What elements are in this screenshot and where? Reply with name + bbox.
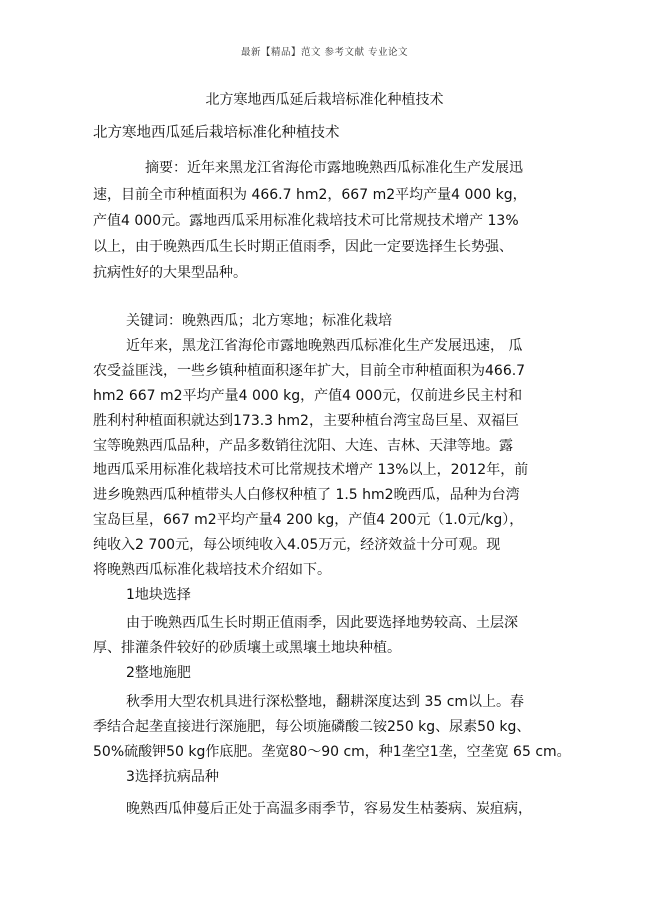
section-heading-1: 1地块选择 [126,587,191,603]
body-line-10: 将晚熟西瓜标准化栽培技术介绍如下。 [93,562,331,578]
abstract-line-1: 摘要：近年来黑龙江省海伦市露地晚熟西瓜标准化生产发展迅 [145,160,523,176]
body-line-6: 地西瓜采用标准化栽培技术可比常规技术增产 13%以上，2012年，前 [93,462,529,478]
section-3-line-1: 晚熟西瓜伸蔓后正处于高温多雨季节，容易发生枯萎病、炭疽病， [126,801,532,817]
abstract-line-4: 以上，由于晚熟西瓜生长时期正值雨季，因此一定要选择生长势强、 [93,239,513,255]
keywords-line: 关键词：晚熟西瓜；北方寒地；标准化栽培 [126,313,392,329]
page-header: 最新【精品】范文 参考文献 专业论文 [240,47,409,58]
abstract-line-3: 产值4 000元。露地西瓜采用标准化栽培技术可比常规技术增产 13% [93,213,519,229]
body-line-5: 宝等晚熟西瓜品种，产品多数销往沈阳、大连、吉林、天津等地。露 [93,438,513,454]
body-line-4: 胜利村种植面积就达到173.3 hm2，主要种植台湾宝岛巨星、双福巨 [93,413,519,429]
body-line-3: hm2 667 m2平均产量4 000 kg，产值4 000元，仅前进乡民主村和 [93,388,523,404]
section-2-line-3: 50%硫酸钾50 kg作底肥。垄宽80～90 cm，种1垄空1垄，空垄宽 65 cm。 [93,744,571,760]
section-heading-2: 2整地施肥 [126,665,191,681]
body-line-9: 纯收入2 700元，每公顷纯收入4.05万元，经济效益十分可观。现 [93,537,501,553]
section-1-line-1: 由于晚熟西瓜生长时期正值雨季，因此要选择地势较高、土层深 [126,615,518,631]
abstract-line-2: 速，目前全市种植面积为 466.7 hm2，667 m2平均产量4 000 kg， [93,187,527,203]
body-line-8: 宝岛巨星，667 m2平均产量4 200 kg，产值4 200元（1.0元/kg）， [93,512,524,528]
body-line-7: 进乡晚熟西瓜种植带头人白修权种植了 1.5 hm2晚西瓜，品种为台湾 [93,487,520,503]
abstract-line-5: 抗病性好的大果型品种。 [93,265,247,281]
section-1-line-2: 厚、排灌条件较好的砂质壤土或黑壤土地块种植。 [93,640,401,656]
document-title: 北方寒地西瓜延后栽培标准化种植技术 [205,92,444,108]
section-2-line-2: 季结合起垄直接进行深施肥，每公顷施磷酸二铵250 kg、尿素50 kg、 [93,719,531,735]
body-line-2: 农受益匪浅，一些乡镇种植面积逐年扩大，目前全市种植面积为466.7 [93,363,526,379]
body-line-1: 近年来，黑龙江省海伦市露地晚熟西瓜标准化生产发展迅速， 瓜 [126,338,523,354]
document-subtitle: 北方寒地西瓜延后栽培标准化种植技术 [93,125,340,141]
section-heading-3: 3选择抗病品种 [126,769,219,785]
section-2-line-1: 秋季用大型农机具进行深松整地，翻耕深度达到 35 cm以上。春 [126,694,525,710]
